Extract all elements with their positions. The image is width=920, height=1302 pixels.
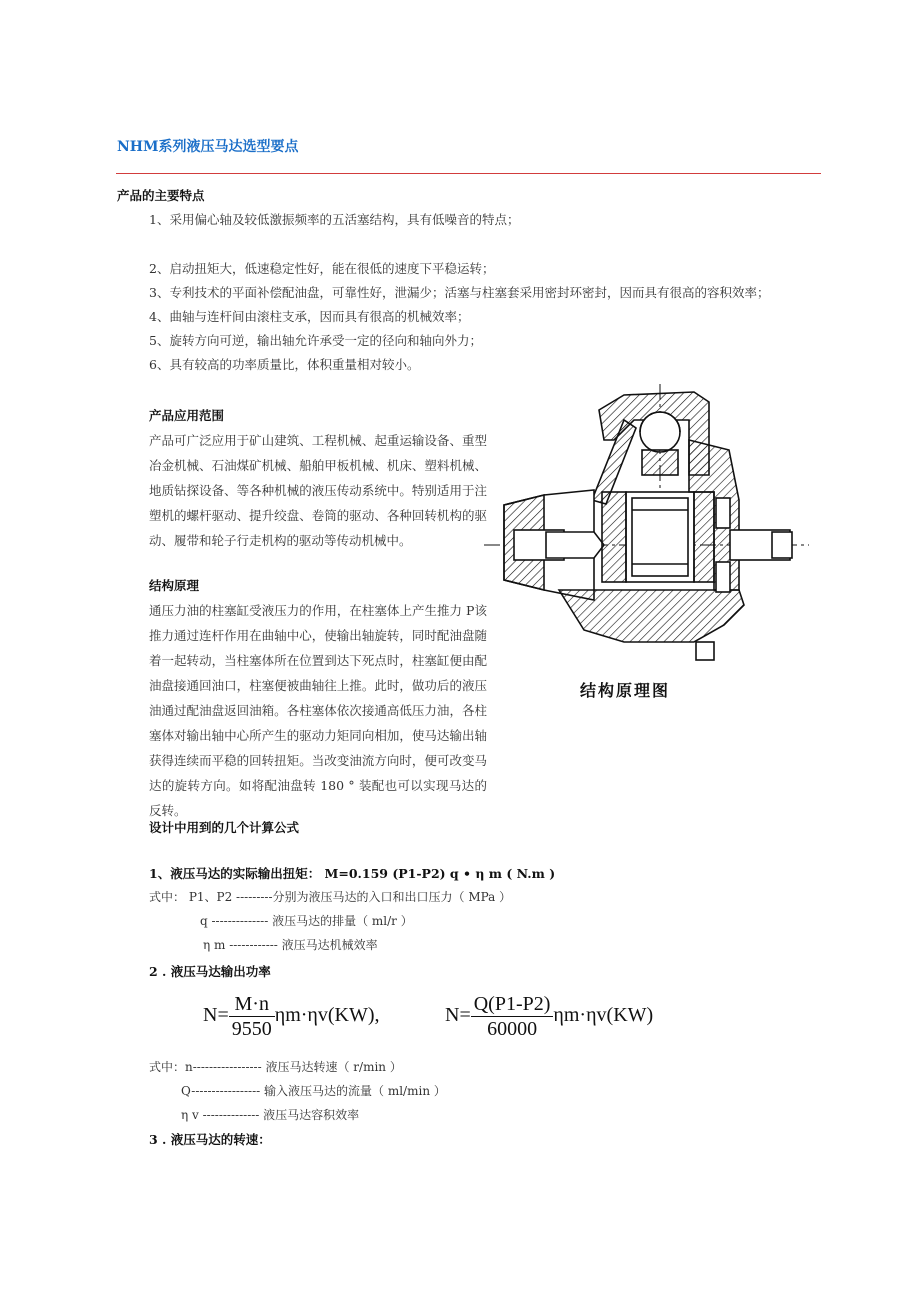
power-formula-2 (445, 992, 653, 1041)
formula2-line-3: η v -------------- 液压马达容积效率 (181, 1108, 360, 1122)
formula-denominator: 9550 (231, 1018, 272, 1040)
title-divider (116, 173, 821, 174)
formula-numerator: Q(P1-P2) (471, 992, 554, 1017)
features-heading: 产品的主要特点 (117, 188, 205, 203)
feature-item-2: 2、启动扭矩大，低速稳定性好，能在很低的速度下平稳运转； (149, 261, 495, 276)
formula-fraction (229, 992, 275, 1041)
formula-lhs: N= (445, 1004, 471, 1027)
formula-fraction (471, 992, 554, 1041)
power-formula-1 (203, 992, 380, 1041)
formula1-line-3: η m ------------ 液压马达机械效率 (203, 938, 378, 952)
formula-rhs: ηm·ηv(KW), (274, 1004, 380, 1027)
formula2-line-2: Q----------------- 输入液压马达的流量（ ml/min ） (181, 1084, 446, 1098)
figure-caption: 结构原理图 (580, 681, 671, 700)
feature-item-5: 5、旋转方向可逆，输出轴允许承受一定的径向和轴向外力； (149, 333, 482, 348)
formula2-line-1: 式中：n----------------- 液压马达转速（ r/min ） (149, 1060, 402, 1074)
principle-text: 通压力油的柱塞缸受液压力的作用，在柱塞体上产生推力 P该推力通过连杆作用在曲轴中心，使输出轴旋转，同时配油盘随着一起转动，当柱塞体所在位置到达下死点时，柱塞缸便由配油盘接通回油口，柱塞便被曲轴往上推。此时，做功后的液压油通过配油盘返回油箱。各柱塞体依次接通高低压力油，各柱塞体对输出轴中心所产生的驱动力矩同向相加，使马达输出轴获得连续而平稳的回转扭矩。当改变油流方向时，便可改变马达的旋转方向。如将配油盘转 180 ° 装配也可以实现马达的反转。 (149, 603, 487, 818)
formula3-title: 3 . 液压马达的转速： (149, 1132, 271, 1147)
application-text: 产品可广泛应用于矿山建筑、工程机械、起重运输设备、重型冶金机械、石油煤矿机械、船舶甲板机械、机床、塑料机械、地质钻探设备、等各种机械的液压传动系统中。特别适用于注塑机的螺杆驱动、提升绞盘、卷筒的驱动、各种回转机构的驱动、履带和轮子行走机构的驱动等传动机械中。 (149, 433, 487, 548)
feature-item-4: 4、曲轴与连杆间由滚柱支承，因而具有很高的机械效率； (149, 309, 470, 324)
principle-heading: 结构原理 (149, 578, 200, 593)
formula1-title: 1、液压马达的实际输出扭矩： M=0.159 (P1-P2) q • η m ( N.m ) (149, 866, 556, 881)
feature-item-3: 3、专利技术的平面补偿配油盘，可靠性好，泄漏少；活塞与柱塞套采用密封环密封，因而具有很高的容积效率； (149, 285, 770, 300)
formula-numerator: M·n (229, 992, 275, 1017)
feature-item-6: 6、具有较高的功率质量比，体积重量相对较小。 (149, 357, 420, 372)
formula-rhs: ηm·ηv(KW) (553, 1004, 654, 1027)
formula1-line-1: 式中： P1、P2 ---------分别为液压马达的入口和出口压力（ MPa ） (149, 890, 512, 904)
page-title: NHM系列液压马达选型要点 (117, 139, 299, 155)
formula2-title: 2 . 液压马达输出功率 (149, 964, 271, 979)
structure-diagram (484, 380, 814, 710)
application-heading: 产品应用范围 (149, 408, 225, 423)
feature-item-1: 1、采用偏心轴及较低激振频率的五活塞结构，具有低噪音的特点； (149, 212, 520, 227)
formula-denominator: 60000 (487, 1018, 538, 1040)
formula1-line-2: q -------------- 液压马达的排量（ ml/r ） (200, 914, 413, 928)
formula-lhs: N= (203, 1004, 229, 1027)
formulas-heading: 设计中用到的几个计算公式 (149, 820, 300, 835)
